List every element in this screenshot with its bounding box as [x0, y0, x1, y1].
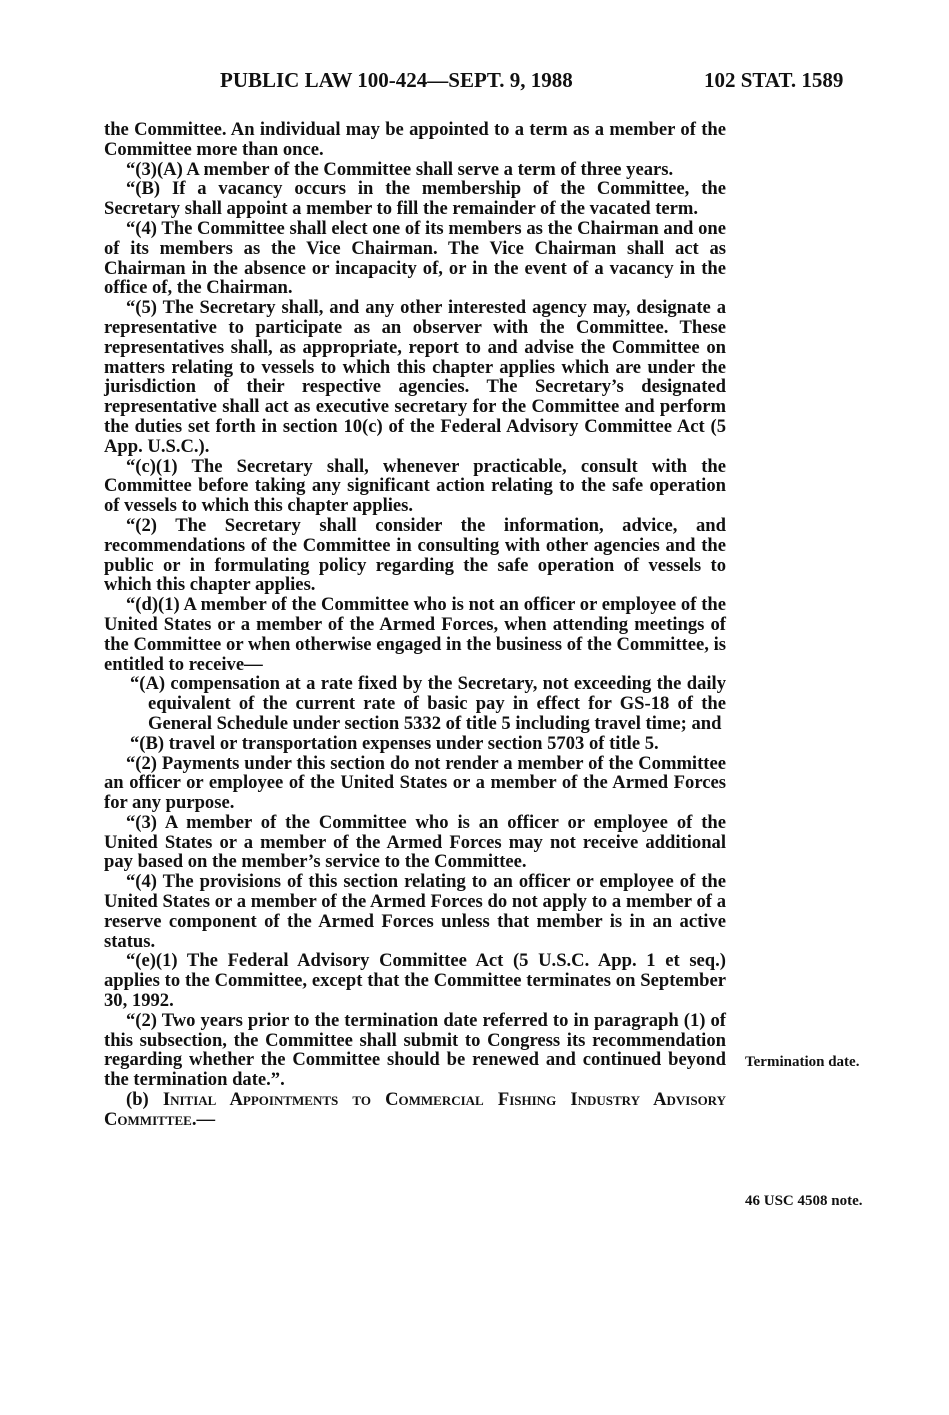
- section-heading-paragraph: [104, 1090, 726, 1130]
- paragraph: “(5) The Secretary shall, and any other interested agency may, designate a representative to participate as an observer with the Committee. These representatives shall, as appropriate, report to and advise the Committee on matters relating to vessels to which this chapter applies which are under the jurisdiction of their respective agencies. The Secretary’s designated representative shall act as executive secretary for the Committee and perform the duties set forth in section 10(c) of the Federal Advisory Committee Act (5 App. U.S.C.).: [104, 297, 726, 457]
- paragraph: “(3) A member of the Committee who is an officer or employee of the United States or a member of the Armed Forces may not receive additional pay based on the member’s service to the Committee.: [104, 811, 726, 873]
- paragraph: “(4) The Committee shall elect one of its members as the Chairman and one of its members as the Vice Chairman. The Vice Chairman shall act as Chairman in the absence or incapacity of, or in the event of a vacancy in the office of, the Chairman.: [104, 217, 726, 299]
- section-prefix: (b): [126, 1089, 163, 1111]
- paragraph: the Committee. An individual may be appointed to a term as a member of the Committee more than once.: [104, 119, 726, 160]
- paragraph: “(d)(1) A member of the Committee who is not an officer or employee of the United States or a member of the Armed Forces, when attending meetings of the Committee or when otherwise engaged in the business of the Committee, is entitled to receive—: [104, 594, 726, 675]
- paragraph: “(e)(1) The Federal Advisory Committee Act (5 U.S.C. App. 1 et seq.) applies to the Committee, except that the Committee terminates on September 30, 1992.: [104, 950, 726, 1012]
- paragraph: “(B) If a vacancy occurs in the membership of the Committee, the Secretary shall appoint a member to fill the remainder of the vacated term.: [104, 178, 726, 220]
- paragraph: “(2) Two years prior to the termination date referred to in paragraph (1) of this subsection, the Committee shall submit to Congress its recommendation regarding whether the Committee should be renewed and continued beyond the termination date.”.: [104, 1009, 726, 1091]
- sub-paragraph: “(A) compensation at a rate fixed by the Secretary, not exceeding the daily equivalent of the current rate of basic pay in effect for GS-18 of the General Schedule under section 5332 of title 5 including travel time; and: [130, 673, 726, 734]
- section-heading: Initial Appointments to Commercial Fishing Industry Advisory Committee.—: [104, 1089, 726, 1130]
- sub-paragraph: “(B) travel or transportation expenses under section 5703 of title 5.: [130, 732, 659, 754]
- paragraph: “(2) Payments under this section do not render a member of the Committee an officer or employee of the United States or a member of the Armed Forces for any purpose.: [104, 752, 726, 814]
- paragraph: “(c)(1) The Secretary shall, whenever practicable, consult with the Committee before taking any significant action relating to the safe operation of vessels to which this chapter applies.: [104, 455, 726, 517]
- paragraph: “(4) The provisions of this section relating to an officer or employee of the United States or a member of the Armed Forces do not apply to a member of a reserve component of the Armed Forces unless that member is in an active status.: [104, 871, 726, 952]
- running-head: PUBLIC LAW 100-424—SEPT. 9, 1988: [220, 68, 573, 92]
- paragraph: “(3)(A) A member of the Committee shall serve a term of three years.: [126, 158, 674, 180]
- paragraph: “(2) The Secretary shall consider the information, advice, and recommendations of the Committee in consulting with other agencies and the public or in formulating policy regarding the safe operation of vessels to which this chapter applies.: [104, 514, 726, 596]
- margin-note-usc: 46 USC 4508 note.: [745, 1193, 863, 1209]
- body-text: [104, 120, 726, 1130]
- margin-note-termination: Termination date.: [745, 1054, 860, 1070]
- stat-page-number: 102 STAT. 1589: [704, 68, 844, 92]
- page-header: [0, 68, 949, 98]
